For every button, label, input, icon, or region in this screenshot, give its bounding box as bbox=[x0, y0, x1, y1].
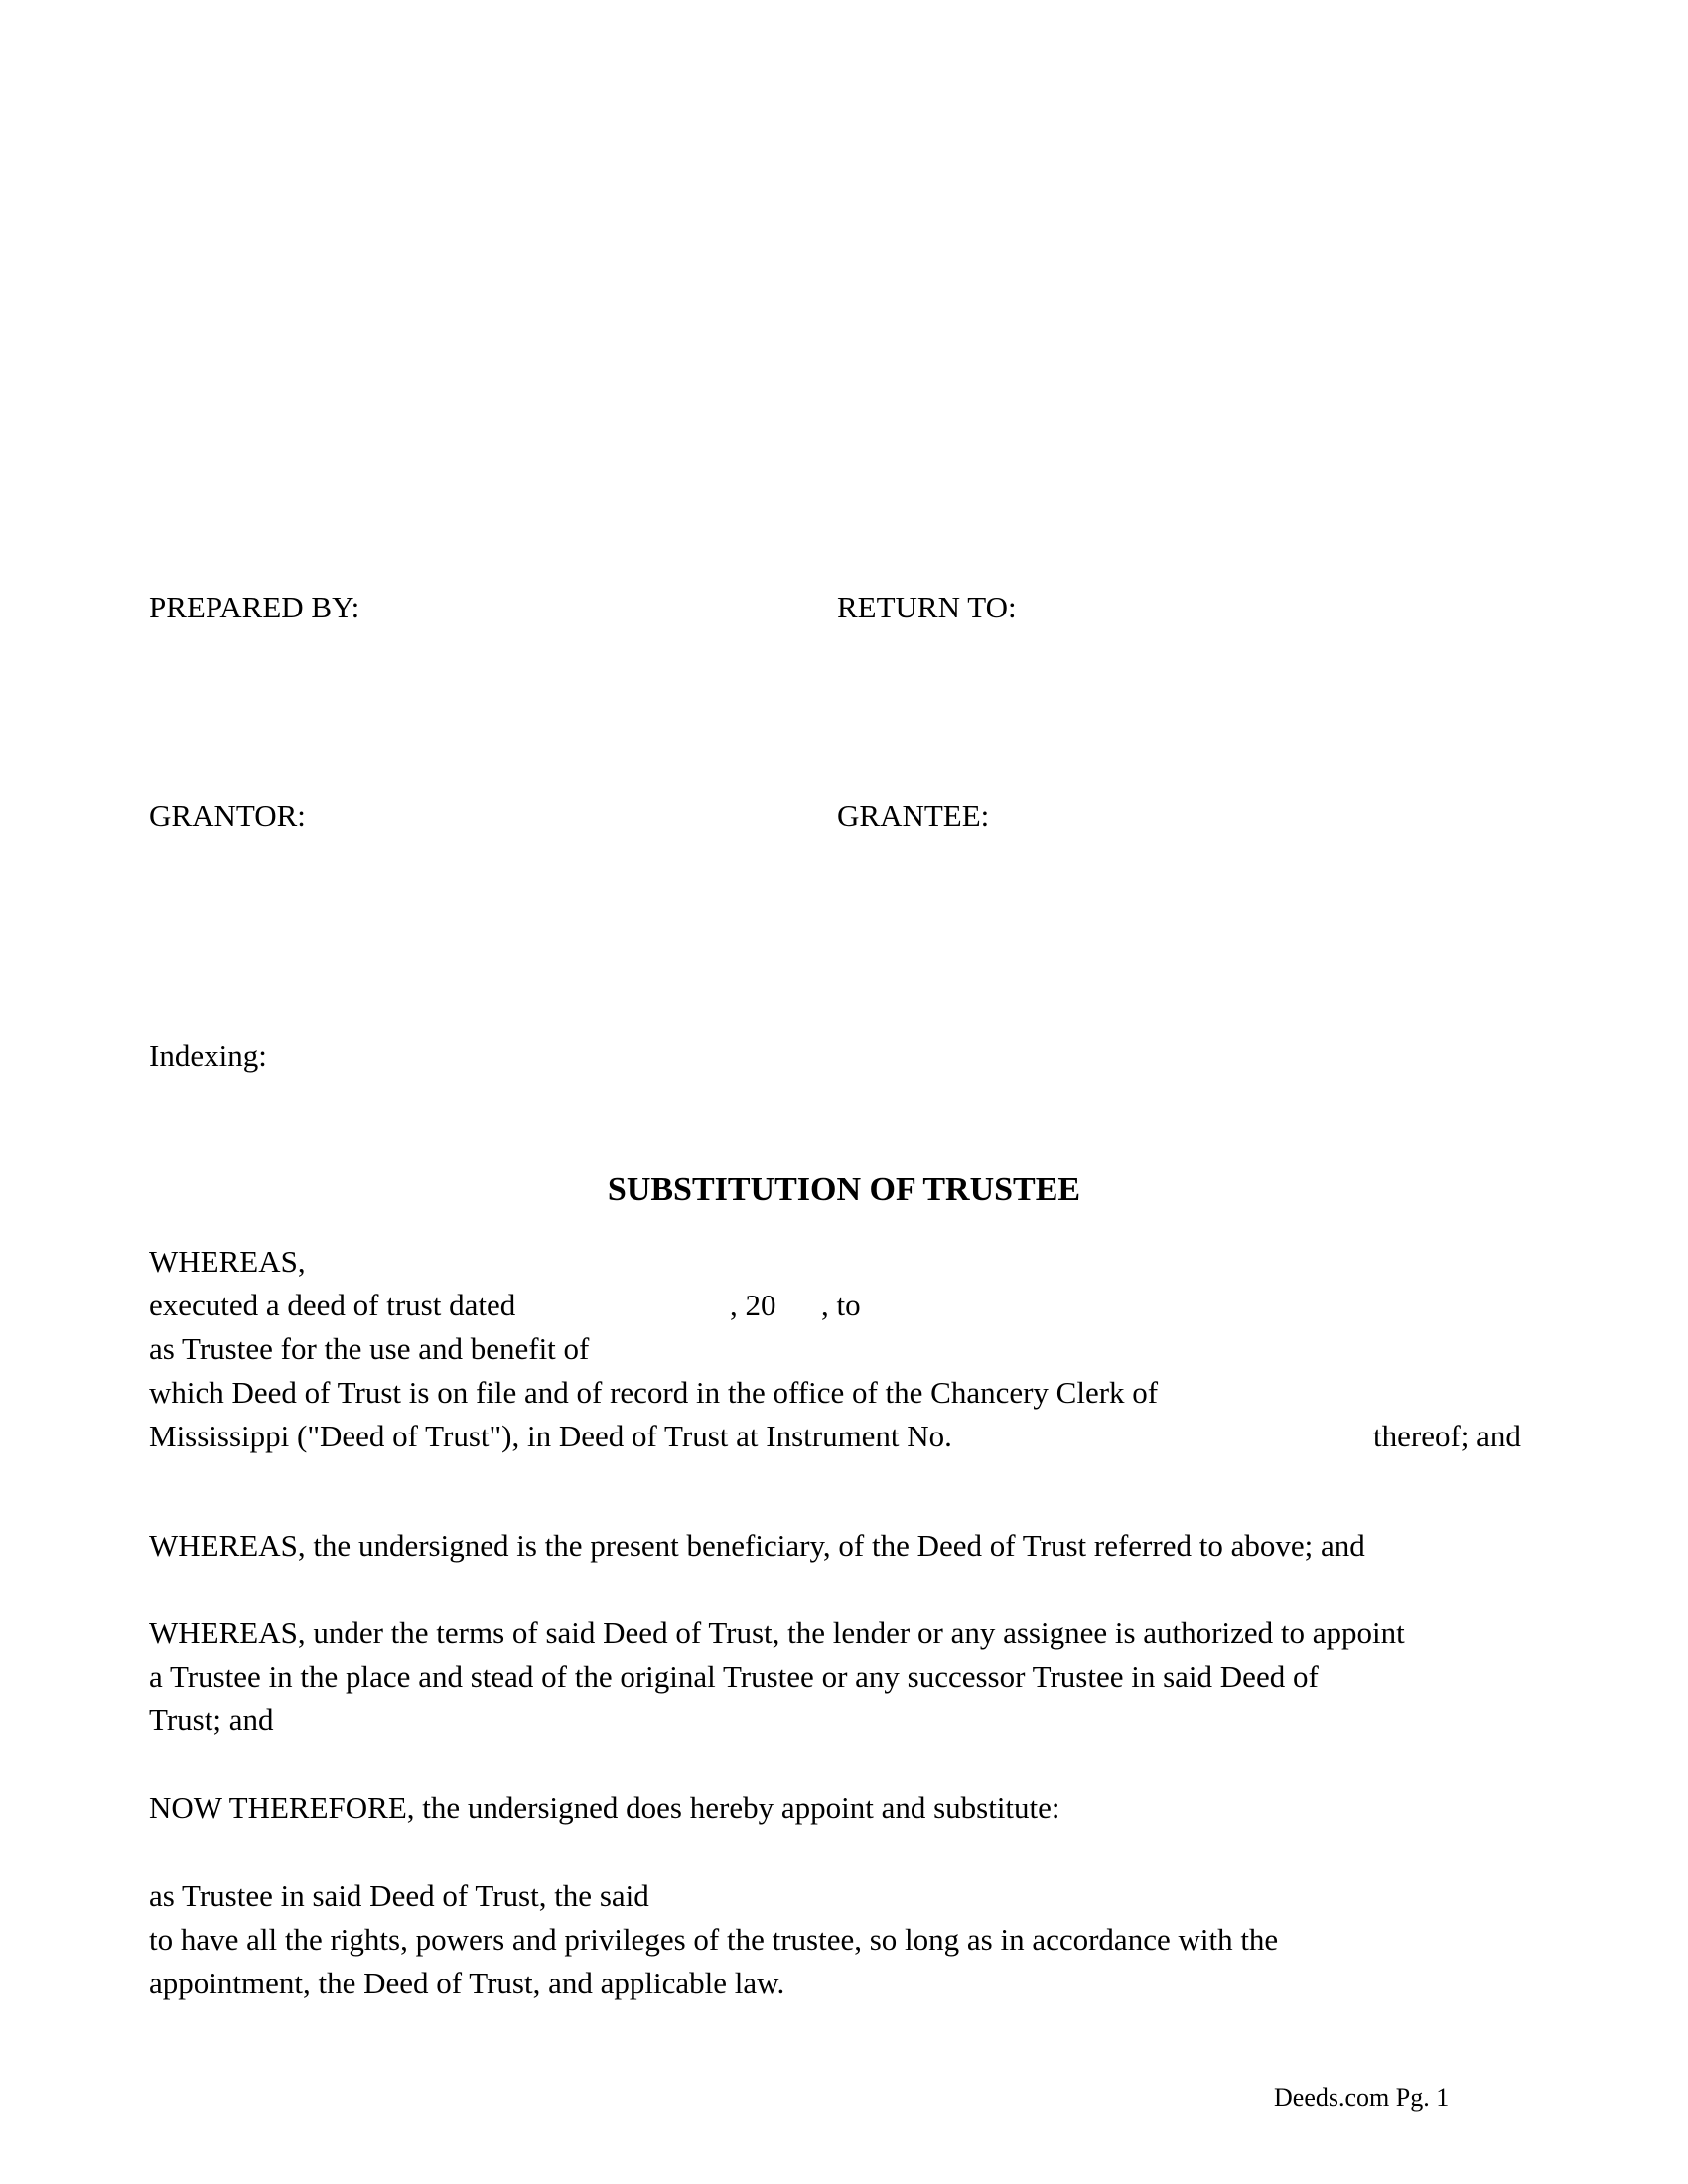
prepared-by-label: PREPARED BY: bbox=[149, 590, 360, 624]
p3-line3: Trust; and bbox=[149, 1703, 274, 1737]
p2-line1: WHEREAS, the undersigned is the present beneficiary, of the Deed of Trust referred to above; and bbox=[149, 1528, 1365, 1563]
document-title: SUBSTITUTION OF TRUSTEE bbox=[607, 1171, 1081, 1208]
p5-line1: as Trustee in said Deed of Trust, the said bbox=[149, 1878, 649, 1913]
grantee-label: GRANTEE: bbox=[837, 798, 990, 833]
return-to-label: RETURN TO: bbox=[837, 590, 1017, 624]
p5-line3: appointment, the Deed of Trust, and applicable law. bbox=[149, 1966, 785, 2000]
p1-line3: as Trustee for the use and benefit of bbox=[149, 1331, 590, 1366]
indexing-label: Indexing: bbox=[149, 1038, 267, 1073]
p3-line2: a Trustee in the place and stead of the original Trustee or any successor Trustee in said Deed of bbox=[149, 1659, 1319, 1694]
grantor-label: GRANTOR: bbox=[149, 798, 306, 833]
p1-line5-b: thereof; and bbox=[1373, 1419, 1521, 1453]
p5-line2: to have all the rights, powers and privileges of the trustee, so long as in accordance with the bbox=[149, 1922, 1279, 1957]
p1-line4: which Deed of Trust is on file and of record in the office of the Chancery Clerk of bbox=[149, 1375, 1159, 1410]
footer bbox=[1274, 2083, 1449, 2113]
p3-line1: WHEREAS, under the terms of said Deed of Trust, the lender or any assignee is authorized to appoint bbox=[149, 1615, 1405, 1650]
p1-line5-a: Mississippi ("Deed of Trust"), in Deed of Trust at Instrument No. bbox=[149, 1419, 952, 1453]
p1-line2-b: , 20 bbox=[730, 1288, 776, 1322]
p1-line2-a: executed a deed of trust dated bbox=[149, 1288, 516, 1322]
footer-brand: Deeds.com bbox=[1274, 2083, 1390, 2112]
p1-line1: WHEREAS, bbox=[149, 1244, 306, 1279]
p1-line2-c: , to bbox=[821, 1288, 861, 1322]
p4-line1: NOW THEREFORE, the undersigned does hereby appoint and substitute: bbox=[149, 1790, 1060, 1825]
footer-page-number: Pg. 1 bbox=[1395, 2083, 1450, 2112]
